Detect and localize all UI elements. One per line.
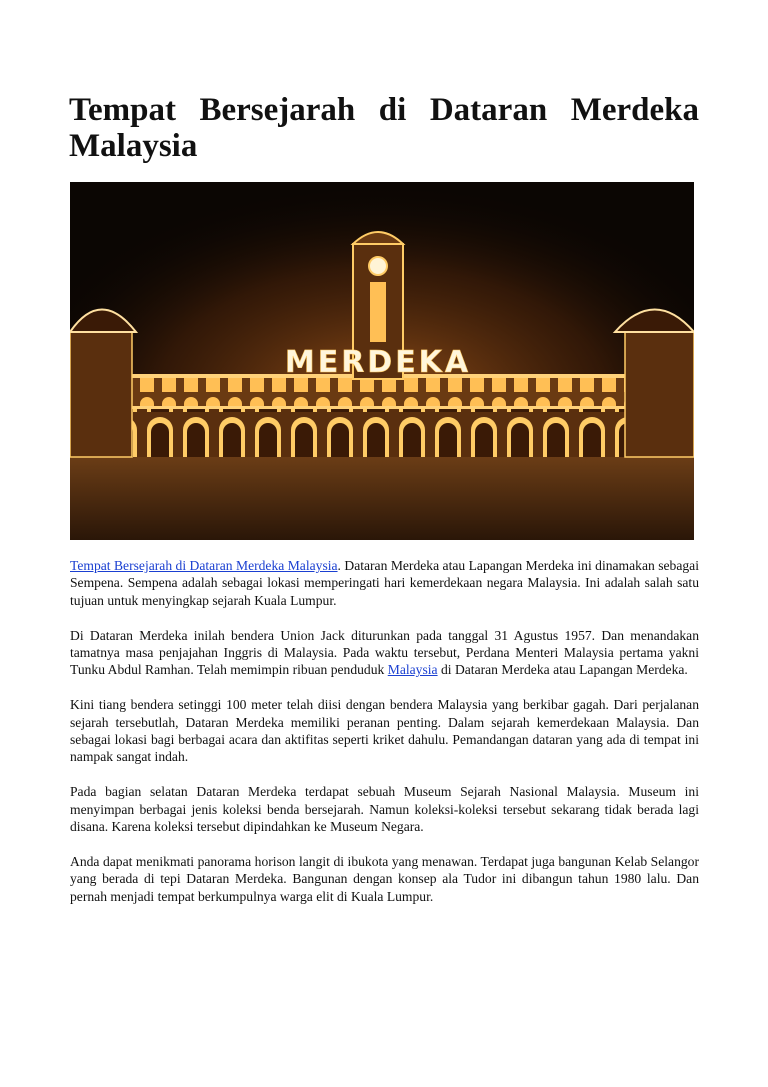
facade-upper (110, 377, 655, 407)
article-body (70, 557, 699, 922)
paragraph-5: Anda dapat menikmati panorama horison langit di ibukota yang menawan. Terdapat juga bangunan Kelab Selangor yang berada di tepi Dataran Merdeka. Bangunan dengan konsep ala Tudor ini dibangun tahun 1980 lalu. Dan pernah menjadi tempat berkumpulnya warga elit di Kuala Lumpur. (70, 853, 699, 904)
clock-face (369, 257, 387, 275)
title-link[interactable]: Tempat Bersejarah di Dataran Merdeka Malaysia (70, 558, 338, 573)
page-title: Tempat Bersejarah di Dataran Merdeka Malaysia (69, 92, 699, 164)
malaysia-link[interactable]: Malaysia (387, 662, 438, 678)
paragraph-2-text-before: Di Dataran Merdeka inilah bendera Union Jack diturunkan pada tanggal 31 Agustus 1957. Dan menandakan tamatnya masa penjajahan Inggris di Malaysia. Pada waktu tersebut, Perdana Menteri Malaysia pertama yakni Tunku Abdul Ramhan. Telah memimpin ribuan penduduk (70, 627, 699, 678)
paragraph-3: Kini tiang bendera setinggi 100 meter telah diisi dengan bendera Malaysia yang berkibar gagah. Dari perjalanan sejarah tersebutlah, Dataran Merdeka memiliki peranan penting. Dalam sejarah kemerdekaan Malaysia. Dan sebagai lokasi bagi berbagai acara dan aktifitas seperti kriket dahulu. Pemandangan dataran yang ada di tempat ini nampak sangat indah. (70, 697, 699, 765)
left-dome-tower (70, 332, 132, 457)
merdeka-sign: MERDEKA (284, 345, 472, 380)
paragraph-4: Pada bagian selatan Dataran Merdeka terdapat sebuah Museum Sejarah Nasional Malaysia. Museum ini menyimpan berbagai jenis koleksi benda bersejarah. Namun koleksi-koleksi tersebut sekarang tidak berada lagi disana. Karena koleksi tersebut dipindahkan ke Museum Negara. (70, 784, 699, 835)
plaza-ground (70, 457, 694, 540)
right-dome-tower (625, 332, 694, 457)
facade-lower (105, 407, 660, 457)
building-illustration (70, 182, 694, 540)
paragraph-2-text-after: di Dataran Merdeka atau Lapangan Merdeka. (437, 662, 688, 678)
paragraph-1 (70, 557, 699, 609)
hero-photo-merdeka-building (70, 182, 694, 540)
paragraph-2 (70, 627, 699, 679)
paragraph-1-text: . Dataran Merdeka atau Lapangan Merdeka ini dinamakan sebagai Sempena. Sempena adalah sebagai lokasi memperingati hari kemerdekaan negara Malaysia. Ini adalah salah satu tujuan untuk menyingkap sejarah Kuala Lumpur. (70, 558, 699, 608)
